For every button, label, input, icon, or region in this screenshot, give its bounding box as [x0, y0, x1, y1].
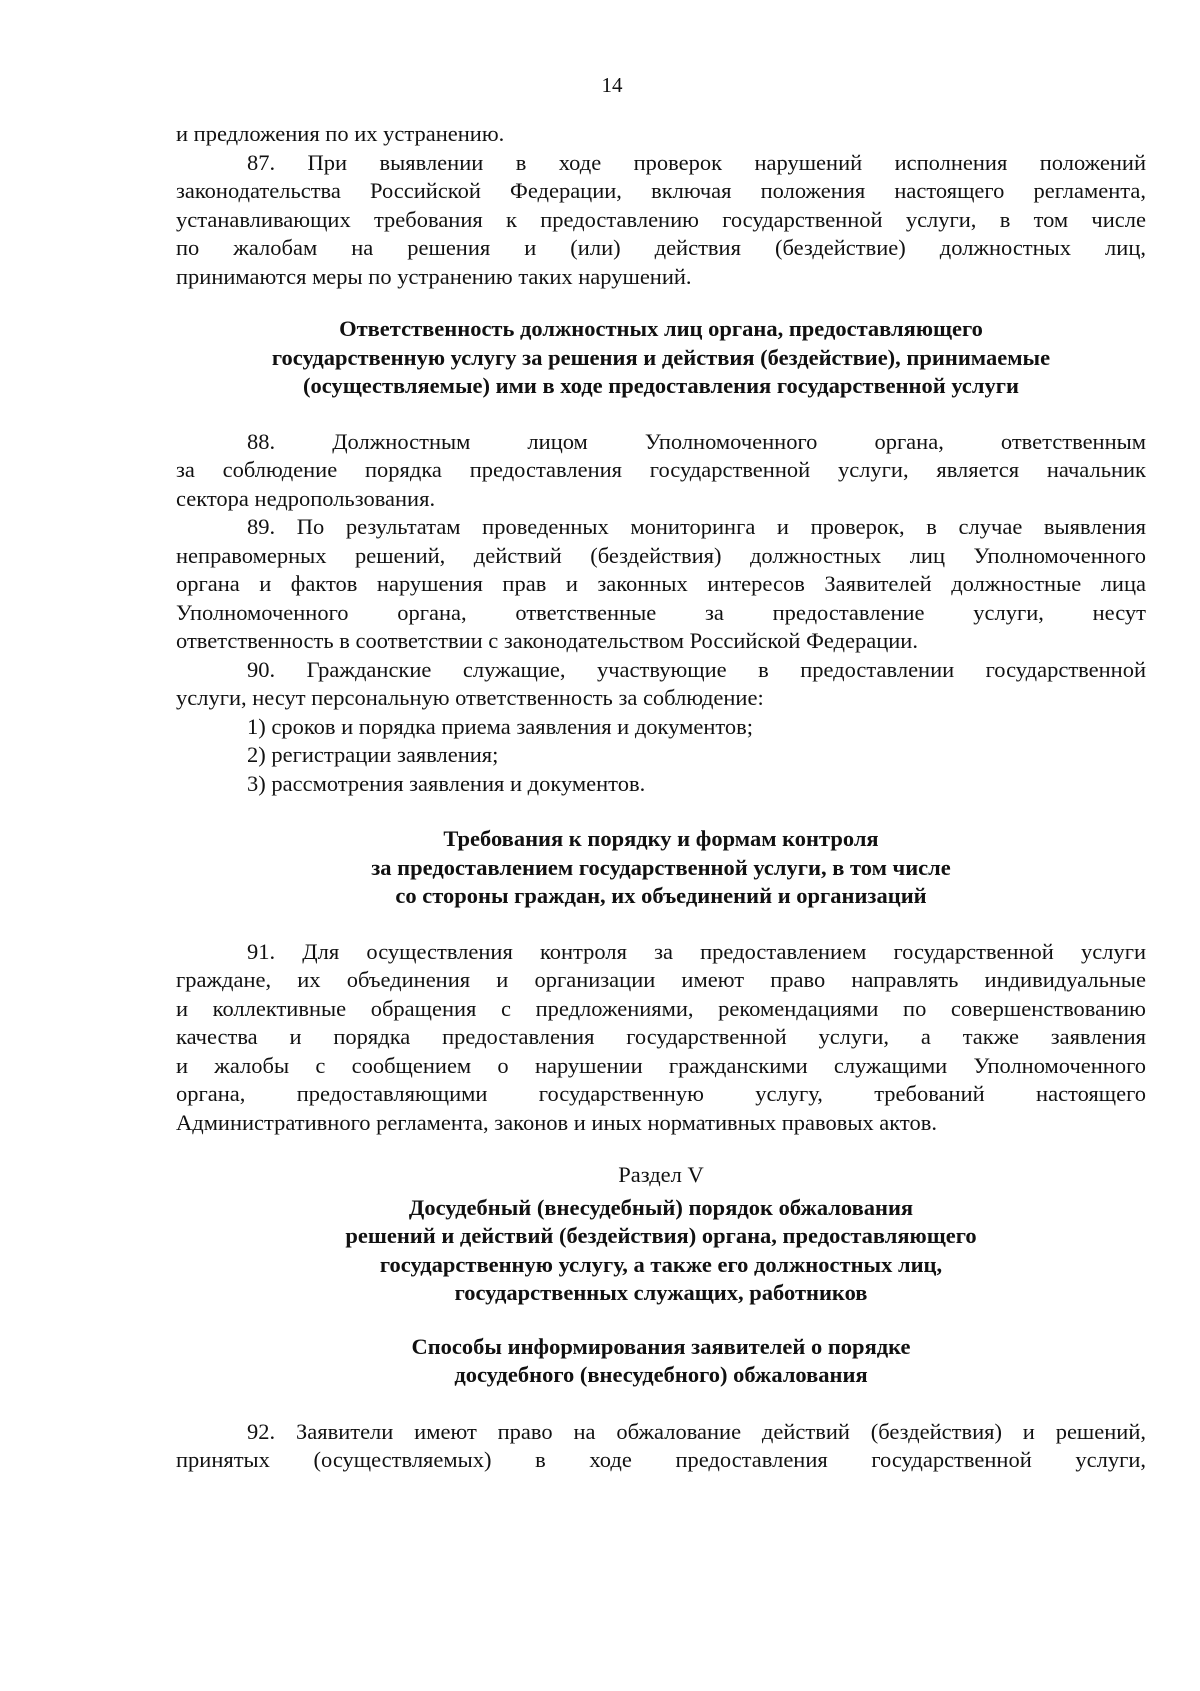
paragraph-line: по жалобам на решения и (или) действия (бездействие) должностных лиц,	[176, 235, 1146, 260]
heading-line: Ответственность должностных лиц органа, предоставляющего	[339, 316, 983, 341]
paragraph-line: 89. По результатам проведенных мониторинга и проверок, в случае выявления	[247, 514, 1146, 539]
paragraph-87	[176, 149, 1146, 292]
paragraph-line: сектора недропользования.	[176, 485, 436, 511]
subsection-heading-informing	[176, 1333, 1146, 1390]
list-item: 1) сроков и порядка приема заявления и документов;	[247, 713, 754, 739]
paragraph-line: граждане, их объединения и организации имеют право направлять индивидуальные	[176, 967, 1146, 992]
paragraph-line: ответственность в соответствии с законодательством Российской Федерации.	[176, 628, 918, 653]
heading-line: за предоставлением государственной услуги, в том числе	[371, 854, 951, 880]
heading-line: государственную услугу, а также его должностных лиц,	[379, 1251, 943, 1277]
paragraph-line: Уполномоченного органа, ответственные за предоставление услуги, несут	[176, 599, 1146, 625]
paragraph-line: за соблюдение порядка предоставления государственной услуги, является начальник	[176, 457, 1146, 482]
section-heading-appeal	[176, 1194, 1146, 1308]
paragraph-continuation: и предложения по их устранению.	[176, 121, 505, 146]
heading-line: Способы информирования заявителей о порядке	[411, 1333, 911, 1359]
paragraph-line: принятых (осуществляемых) в ходе предоставления государственной услуги,	[176, 1447, 1146, 1472]
paragraph-92	[176, 1418, 1146, 1475]
document-body	[176, 120, 1146, 1475]
paragraph-line: качества и порядка предоставления государственной услуги, а также заявления	[176, 1024, 1146, 1049]
paragraph-line: и коллективные обращения с предложениями, рекомендациями по совершенствованию	[176, 995, 1146, 1021]
paragraph-88	[176, 428, 1146, 514]
list-item: 2) регистрации заявления;	[247, 742, 499, 767]
heading-line: со стороны граждан, их объединений и организаций	[395, 883, 927, 908]
paragraph-line: устанавливающих требования к предоставлению государственной услуги, в том числе	[176, 206, 1146, 232]
paragraph-line: органа и фактов нарушения прав и законных интересов Заявителей должностные лица	[176, 571, 1146, 596]
paragraph-line: законодательства Российской Федерации, включая положения настоящего регламента,	[176, 178, 1146, 203]
paragraph-91	[176, 938, 1146, 1138]
section-label: Раздел V	[618, 1162, 704, 1187]
paragraph-line: и жалобы с сообщением о нарушении гражданскими служащими Уполномоченного	[176, 1052, 1146, 1078]
list-90	[176, 713, 1146, 799]
section-heading-control	[176, 825, 1146, 911]
list-item: 3) рассмотрения заявления и документов.	[247, 770, 646, 796]
page-number: 14	[601, 73, 623, 97]
paragraph-line: 87. При выявлении в ходе проверок нарушений исполнения положений	[247, 149, 1146, 175]
paragraph-line: принимаются меры по устранению таких нарушений.	[176, 263, 692, 289]
paragraph-line: 91. Для осуществления контроля за предоставлением государственной услуги	[247, 938, 1146, 964]
paragraph-line: органа, предоставляющими государственную услугу, требований настоящего	[176, 1081, 1146, 1106]
paragraph-line: Административного регламента, законов и иных нормативных правовых актов.	[176, 1109, 937, 1135]
paragraph-89	[176, 513, 1146, 656]
paragraph-line: 90. Гражданские служащие, участвующие в предоставлении государственной	[247, 656, 1146, 682]
heading-line: государственную услугу за решения и действия (бездействие), принимаемые	[271, 344, 1051, 370]
paragraph-90	[176, 656, 1146, 713]
heading-line: Требования к порядку и формам контроля	[443, 826, 879, 851]
heading-line: (осуществляемые) ими в ходе предоставления государственной услуги	[303, 373, 1019, 398]
heading-line: государственных служащих, работников	[454, 1280, 868, 1305]
paragraph-line: 92. Заявители имеют право на обжалование действий (бездействия) и решений,	[247, 1418, 1146, 1444]
paragraph-line: 88. Должностным лицом Уполномоченного органа, ответственным	[247, 428, 1146, 454]
heading-line: Досудебный (внесудебный) порядок обжалования	[408, 1194, 914, 1220]
heading-line: досудебного (внесудебного) обжалования	[454, 1362, 868, 1387]
section-heading-responsibility	[176, 315, 1146, 401]
heading-line: решений и действий (бездействия) органа, предоставляющего	[345, 1223, 977, 1248]
paragraph-line: неправомерных решений, действий (бездействия) должностных лиц Уполномоченного	[176, 542, 1146, 568]
paragraph-line: услуги, несут персональную ответственность за соблюдение:	[176, 685, 764, 710]
